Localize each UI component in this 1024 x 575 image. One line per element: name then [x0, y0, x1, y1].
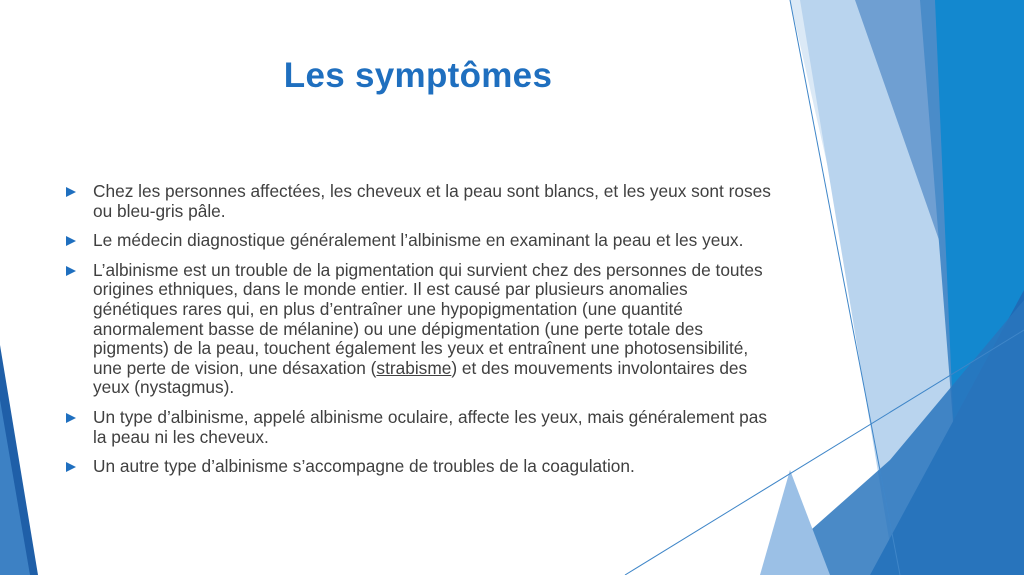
bullet-arrow-icon [66, 236, 76, 246]
bullet-text: Un type d’albinisme, appelé albinisme oculaire, affecte les yeux, mais généralement pas la peau ni les cheveux. [93, 406, 768, 447]
bullet-item [66, 408, 776, 447]
bullet-item [66, 182, 776, 221]
bullet-item [66, 457, 776, 477]
bullet-text: Un autre type d’albinisme s’accompagne de troubles de la coagulation. [93, 456, 635, 477]
bullet-item [66, 231, 776, 251]
bullet-text: Chez les personnes affectées, les cheveux et la peau sont blancs, et les yeux sont roses ou bleu-gris pâle. [93, 181, 771, 221]
bullet-arrow-icon [66, 266, 76, 276]
bullet-text-part: L’albinisme est un trouble de la pigmentation qui survient chez des personnes de toutes origines ethniques, dans le monde entier. Il est causé par plusieurs anomalies génétiques rares qui, en plus d’entraîner une hypopigmentation (une quantité anormalement basse de mélanine) ou une dépigmentation (une perte totale des pigments) de la peau, touchent également les yeux et entraînent une photosensibilité, une perte de vision, une désaxation ( [93, 259, 763, 378]
bullet-text-part: ) et des mouvements involontaires des yeux (nystagmus). [93, 357, 748, 398]
strabisme-link[interactable]: strabisme [376, 357, 452, 378]
bullet-item [66, 261, 776, 398]
bullet-arrow-icon [66, 462, 76, 472]
bullet-list [66, 182, 776, 487]
bullet-text: Le médecin diagnostique généralement l’albinisme en examinant la peau et les yeux. [93, 230, 744, 251]
bullet-arrow-icon [66, 413, 76, 423]
decor-left-light [0, 400, 30, 575]
slide-title: Les symptômes [283, 56, 553, 95]
bullet-arrow-icon [66, 187, 76, 197]
